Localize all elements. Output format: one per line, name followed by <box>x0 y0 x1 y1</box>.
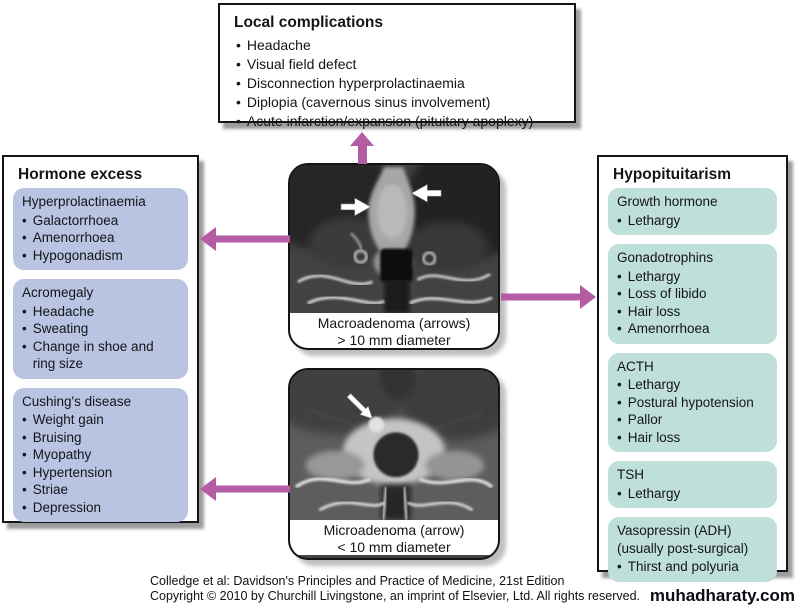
bullet-icon: • <box>617 212 622 228</box>
bullet-icon: • <box>22 338 27 354</box>
macroadenoma-mri-scan <box>290 165 498 313</box>
panel-heading: TSH <box>617 467 644 482</box>
hypopituitarism-box <box>597 155 788 572</box>
bullet-icon: • <box>22 321 27 336</box>
bullet-icon: • <box>22 412 27 427</box>
bullet-icon: • <box>617 429 622 445</box>
macroadenoma-caption: Macroadenoma (arrows) > 10 mm diameter <box>290 313 498 348</box>
list-item: • Visual field defect <box>236 56 357 72</box>
local-complications-box <box>218 3 576 129</box>
panel-heading: ACTH <box>617 358 654 374</box>
bullet-icon: • <box>236 56 241 72</box>
bullet-icon: • <box>236 94 241 110</box>
list-item: • Lethargy <box>617 377 681 392</box>
bullet-icon: • <box>22 447 27 462</box>
bullet-icon: • <box>22 464 27 480</box>
arrow-left-to-hormone-excess <box>200 227 290 251</box>
macroadenoma-mri-image <box>288 163 500 350</box>
acth-panel <box>608 353 777 453</box>
list-item: • Striae <box>22 482 69 497</box>
panel-heading: Gonadotrophins <box>617 250 714 265</box>
bullet-icon: • <box>617 559 622 574</box>
bullet-icon: • <box>617 412 622 427</box>
arrow-up-to-local-complications <box>350 132 374 164</box>
list-item: • Thirst and polyuria <box>617 559 739 574</box>
list-item: • Headache <box>236 37 311 53</box>
list-item: • Galactorrhoea <box>22 212 119 228</box>
citation-line-1: Colledge et al: Davidson's Principles and Practice of Medicine, 21st Edition <box>150 574 565 588</box>
panel-heading: Growth hormone <box>617 194 718 209</box>
list-item: • Postural hypotension <box>617 394 754 410</box>
bullet-icon: • <box>22 212 27 228</box>
bullet-icon: • <box>617 321 622 336</box>
bullet-icon: • <box>617 485 622 501</box>
list-item: • Depression <box>22 499 102 515</box>
hypopituitarism-title: Hypopituitarism <box>613 166 731 183</box>
list-item: • Lethargy <box>617 268 681 284</box>
bullet-icon: • <box>236 75 241 91</box>
list-item: • Amenorrhoea <box>617 321 710 336</box>
gonadotrophins-panel <box>608 244 777 344</box>
list-item: • Hair loss <box>617 429 681 445</box>
acromegaly-panel <box>13 279 188 379</box>
citation-line-2: Copyright © 2010 by Churchill Livingstone, an imprint of Elsevier, Ltd. All rights reserved. <box>150 589 641 603</box>
bullet-icon: • <box>236 37 241 53</box>
list-item: • Hypertension <box>22 464 113 480</box>
list-item: • Lethargy <box>617 212 681 228</box>
microadenoma-mri-scan <box>290 370 498 520</box>
hormone-excess-box <box>2 155 199 523</box>
bullet-icon: • <box>617 303 622 319</box>
hyperprolactinaemia-panel <box>13 188 188 270</box>
list-item: • Hypogonadism <box>22 247 123 263</box>
cushings-disease-panel <box>13 388 188 523</box>
bullet-icon: • <box>617 394 622 410</box>
list-item: • Lethargy <box>617 485 681 501</box>
bullet-icon: • <box>22 499 27 515</box>
panel-heading: Acromegaly <box>22 285 94 300</box>
arrow-left-to-hormone-excess-lower <box>200 477 290 501</box>
list-item: • Acute infarction/expansion (pituitary apoplexy) <box>236 113 534 129</box>
bullet-icon: • <box>617 377 622 392</box>
bullet-icon: • <box>22 303 27 319</box>
bullet-icon: • <box>22 230 27 245</box>
microadenoma-mri-image <box>288 368 500 560</box>
list-item: • Sweating <box>22 321 89 336</box>
bullet-icon: • <box>22 247 27 263</box>
growth-hormone-panel <box>608 188 777 235</box>
panel-heading: Vasopressin (ADH) (usually post-surgical) <box>617 523 749 556</box>
list-item: • Headache <box>22 303 95 319</box>
list-item: • Myopathy <box>22 447 92 462</box>
hormone-excess-title: Hormone excess <box>18 166 143 183</box>
list-item: • Loss of libido <box>617 286 707 301</box>
arrow-right-to-hypopituitarism <box>501 285 596 309</box>
vasopressin-panel <box>608 517 777 582</box>
panel-heading: Hyperprolactinaemia <box>22 194 146 209</box>
bullet-icon: • <box>22 429 27 445</box>
bullet-icon: • <box>22 482 27 497</box>
list-item: • Hair loss <box>617 303 681 319</box>
list-item: • Amenorrhoea <box>22 230 115 245</box>
bullet-icon: • <box>236 113 241 129</box>
microadenoma-caption: Microadenoma (arrow) < 10 mm diameter <box>290 520 498 555</box>
list-item: • Bruising <box>22 429 82 445</box>
local-complications-list <box>220 36 574 131</box>
watermark: muhadharaty.com <box>649 586 795 605</box>
list-item: • Change in shoe and ring size <box>22 338 154 371</box>
panel-heading: Cushing's disease <box>22 393 132 409</box>
list-item: • Weight gain <box>22 412 104 427</box>
list-item: • Diplopia (cavernous sinus involvement) <box>236 94 491 110</box>
local-complications-title: Local complications <box>234 14 384 31</box>
bullet-icon: • <box>617 268 622 284</box>
list-item: • Disconnection hyperprolactinaemia <box>236 75 465 91</box>
bullet-icon: • <box>617 286 622 301</box>
list-item: • Pallor <box>617 412 663 427</box>
tsh-panel <box>608 461 777 508</box>
